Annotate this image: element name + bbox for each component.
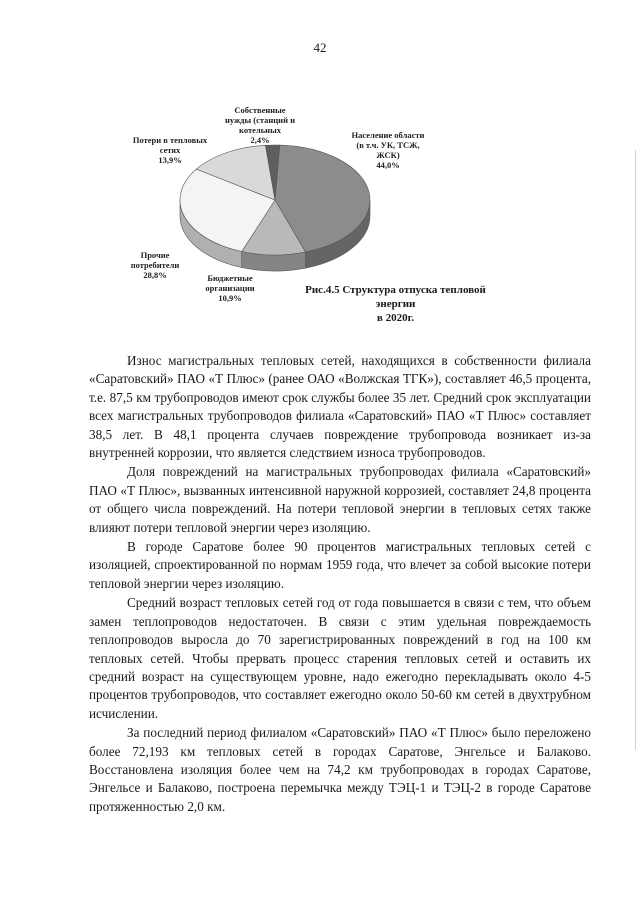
slice-value: 10,9% [218,293,242,303]
paragraph: Средний возраст тепловых сетей год от года повышается в связи с тем, что объем замен теплопроводов недостаточен. В связи с этим удельная повреждаемость теплопроводов выросла до 70 зарегистрированных повреждений в год на 100 км тепловых сетей. Чтобы прервать процесс старения тепловых сетей и оставить их средний возраст на существующем уровне, надо ежегодно перекладывать около 4-5 процентов трубопроводов, что составляет ежегодно около 50-60 км сетей в двухтрубном исчислении. [89,595,591,721]
slice-value: 44,0% [376,160,400,170]
slice-label-line: Население области [351,130,425,140]
slice-label-line: Прочие [140,250,170,260]
slice-label-line: (в т.ч. УК, ТСЖ, [356,140,420,150]
slice-label-line: ЖСК) [376,150,400,160]
paragraph: В городе Саратове более 90 процентов магистральных тепловых сетей с изоляцией, спроектированной по нормам 1959 года, что влечет за собой высокие потери тепловой энергии через изоляцию. [89,539,591,591]
figure-caption [288,283,503,325]
slice-value: 28,8% [143,270,167,280]
slice-label-line: Бюджетные [207,273,253,283]
slice-label-budget-orgs [185,273,275,303]
slice-label-line: котельных [239,125,281,135]
slice-label-line: Собственные [234,105,286,115]
slice-label-own-needs [210,105,310,145]
slice-label-line: Потери в тепловых [132,135,208,145]
paragraph: Износ магистральных тепловых сетей, находящихся в собственности филиала «Саратовский» ПАО «Т Плюс» (ранее ОАО «Волжская ТГК»), составляет 46,5 процента, т.е. 87,5 км трубопроводов имеют срок службы более 35 лет. Средний срок эксплуатации всех магистральных трубопроводов филиала «Саратовский» ПАО «Т Плюс» составляет 38,5 лет. В 48,1 процента случаев повреждение трубопровода возникает из-за внутренней коррозии, что является следствием износа трубопроводов. [89,353,591,461]
scan-edge-line [635,150,636,750]
slice-label-network-losses [120,135,220,165]
figure-caption-line: в 2020г. [376,312,415,324]
paragraph: За последний период филиалом «Саратовский» ПАО «Т Плюс» было переложено более 72,193 км тепловых сетей в городах Саратове, Энгельсе и Балаково. Восстановлена изоляция более чем на 74,2 км трубопроводах в городах Саратове, Энгельсе и Балаково, построена перемычка между ТЭЦ-1 и ТЭЦ-2 в городе Саратове протяженностью 2,0 км. [89,725,591,814]
page-number: 42 [313,40,327,55]
paragraph: Доля повреждений на магистральных трубопроводах филиала «Саратовский» ПАО «Т Плюс», вызванных интенсивной наружной коррозией, составляет 24,8 процента от общего числа повреждений. На потери тепловой энергии в тепловых сетях также влияют потери тепловой энергии через изоляцию. [89,464,591,535]
slice-value: 13,9% [158,155,182,165]
slice-label-line: потребители [130,260,180,270]
slice-value: 2,4% [250,135,270,145]
figure-caption-line: Рис.4.5 Структура отпуска тепловой энергии [305,284,486,310]
slice-label-line: организации [205,283,255,293]
body-text [89,352,591,816]
slice-label-line: сетях [159,145,181,155]
slice-label-line: нужды (станций и [224,115,295,125]
slice-label-population [333,130,443,170]
